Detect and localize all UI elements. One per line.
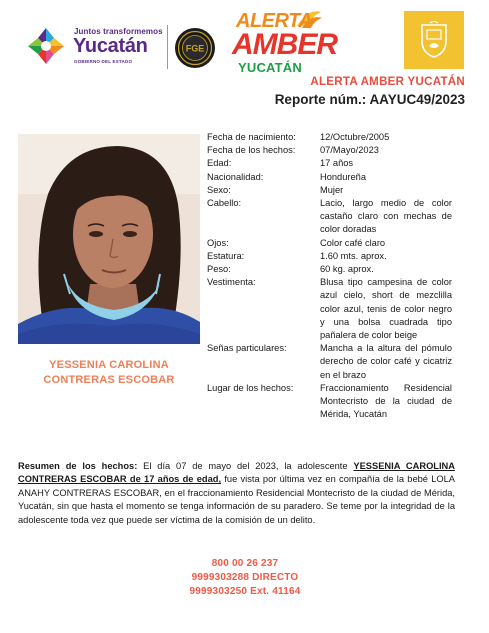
fge-seal-icon bbox=[174, 27, 216, 69]
detail-value: Mujer bbox=[320, 184, 344, 195]
contact-line: 9999303288 DIRECTO bbox=[191, 572, 299, 583]
detail-value: Mancha a la altura del pómulo derecho de color café y cicatriz en el brazo bbox=[320, 343, 452, 380]
detail-label: Nacionalidad: bbox=[207, 171, 264, 182]
detail-value: Blusa tipo campesina de color azul cielo, short de mezclilla color azul, tenis de color negro y una bolsa cuadrada tipo pañalera de color beige bbox=[320, 277, 452, 341]
yucatan-logo-name: Yucatán bbox=[73, 35, 148, 57]
detail-row-location bbox=[207, 382, 452, 422]
yucatan-logo-subtitle: GOBIERNO DEL ESTADO bbox=[74, 59, 133, 64]
detail-label: Ojos: bbox=[207, 237, 229, 248]
summary-label: Resumen de los hechos: bbox=[18, 461, 138, 471]
detail-label: Cabello: bbox=[207, 198, 242, 209]
detail-label: Estatura: bbox=[207, 250, 245, 261]
detail-value: Color café claro bbox=[320, 237, 386, 248]
fge-seal-text: FGE bbox=[185, 43, 205, 54]
detail-label: Vestimenta: bbox=[207, 277, 256, 288]
detail-row-sex bbox=[207, 184, 452, 197]
portrait-image bbox=[18, 134, 200, 344]
amber-logo-amber: AMBER bbox=[232, 28, 337, 61]
detail-row-weight bbox=[207, 263, 452, 276]
state-coat-of-arms bbox=[404, 11, 464, 69]
detail-label: Edad: bbox=[207, 158, 232, 169]
alert-title: ALERTA AMBER YUCATÁN bbox=[310, 76, 465, 88]
contact-numbers bbox=[150, 557, 340, 599]
detail-label: Fecha de los hechos: bbox=[207, 145, 296, 156]
person-name-line1: YESSENIA CAROLINA bbox=[49, 359, 169, 371]
amber-logo-alerta: ALERTA bbox=[236, 10, 313, 32]
detail-value: 07/Mayo/2023 bbox=[320, 145, 379, 156]
detail-row-birthdate bbox=[207, 131, 452, 144]
detail-label: Peso: bbox=[207, 264, 231, 275]
yucatan-symbol-icon bbox=[24, 24, 68, 68]
report-number: Reporte núm.: AAYUC49/2023 bbox=[274, 92, 465, 107]
contact-line: 800 00 26 237 bbox=[211, 558, 279, 569]
summary-text-intro: El día 07 de mayo del 2023, la adolescente bbox=[137, 461, 354, 471]
detail-label: Lugar de los hechos: bbox=[207, 382, 294, 393]
detail-value: 1.60 mts. aprox. bbox=[320, 250, 387, 261]
detail-row-nationality bbox=[207, 171, 452, 184]
coat-of-arms-icon bbox=[418, 21, 450, 59]
detail-row-age bbox=[207, 157, 452, 170]
detail-value: 60 kg. aprox. bbox=[320, 264, 374, 275]
detail-value: Fraccionamiento Residencial Montecristo de la ciudad de Mérida, Yucatán bbox=[320, 382, 452, 420]
detail-value: Lacio, largo medio de color castaño claro con mechas de color doradas bbox=[320, 198, 452, 235]
detail-row-event-date bbox=[207, 144, 452, 157]
detail-row-height bbox=[207, 250, 452, 263]
yucatan-government-logo bbox=[24, 22, 174, 70]
detail-row-clothing bbox=[207, 276, 452, 342]
missing-person-name bbox=[18, 358, 200, 388]
detail-row-marks bbox=[207, 342, 452, 382]
missing-person-photo bbox=[18, 134, 200, 344]
detail-label: Señas particulares: bbox=[207, 343, 287, 354]
logo-divider bbox=[167, 25, 168, 69]
detail-value: 12/Octubre/2005 bbox=[320, 132, 390, 142]
yucatan-logo-slogan: Juntos transformemos bbox=[74, 27, 163, 36]
detail-value: Hondureña bbox=[320, 171, 367, 182]
summary-of-events bbox=[18, 460, 455, 527]
amber-logo-yucatan: YUCATÁN bbox=[238, 60, 302, 75]
person-name-line2: CONTRERAS ESCOBAR bbox=[43, 374, 175, 386]
summary-text-body: fue vista por última vez en compañía de la bebé LOLA ANAHY CONTRERAS ESCOBAR, en el fraccionamiento Residencial Montecristo de la ciudad de Mérida, Yucatán, sin que hasta el momento se tenga información de su paradero. Se teme por la integridad de la adolescente toda vez que puede ser víctima de la comisión de un delito. bbox=[18, 474, 456, 525]
summary-highlight: YESSENIA CAROLINA CONTRERAS ESCOBAR de 17 años de edad, bbox=[18, 461, 455, 485]
detail-row-eyes bbox=[207, 237, 452, 250]
detail-value: 17 años bbox=[320, 158, 354, 169]
contact-line: 9999303250 Ext. 41164 bbox=[189, 586, 301, 597]
alerta-amber-logo bbox=[232, 8, 337, 78]
detail-label: Fecha de nacimiento: bbox=[207, 132, 296, 142]
detail-row-hair bbox=[207, 197, 452, 237]
detail-label: Sexo: bbox=[207, 184, 231, 195]
person-details bbox=[207, 131, 452, 421]
